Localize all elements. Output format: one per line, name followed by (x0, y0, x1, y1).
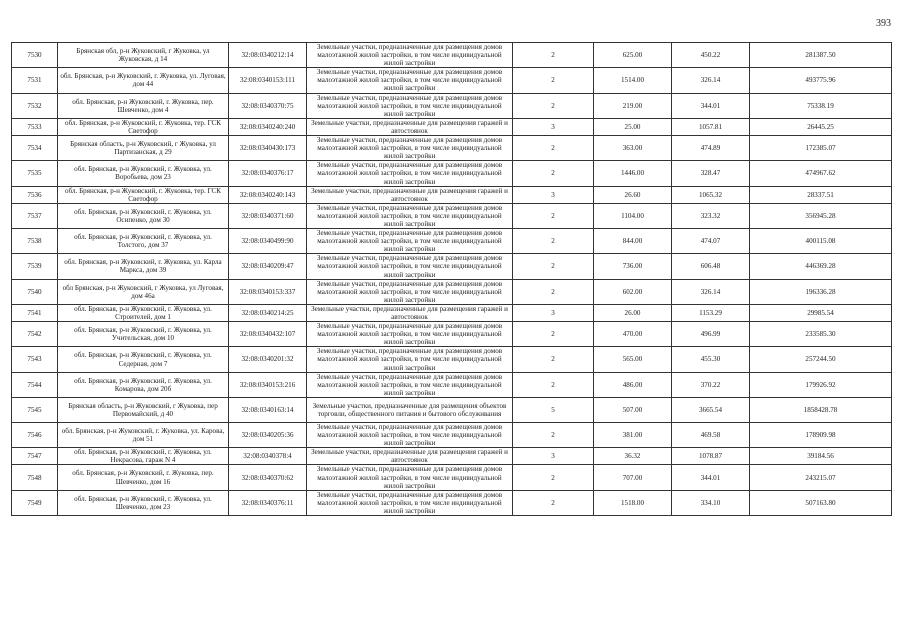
row-number: 7533 (12, 118, 58, 135)
cadastral-number-cell: 32:08:0340153:337 (229, 279, 307, 304)
row-number: 7537 (12, 203, 58, 228)
row-number: 7543 (12, 347, 58, 372)
cadastral-number-cell: 32:08:0340370:62 (229, 465, 307, 490)
rate-cell: 1153.29 (672, 304, 750, 321)
area-cell: 486.00 (594, 372, 672, 397)
category-cell: 2 (513, 490, 594, 515)
purpose-cell: Земельные участки, предназначенные для размещения домов малоэтажной жилой застройки, в том числе индивидуальной жилой застройки (307, 372, 513, 397)
purpose-cell: Земельные участки, предназначенные для размещения гаражей и автостоянок (307, 304, 513, 321)
purpose-cell: Земельные участки, предназначенные для размещения объектов торговли, общественного питания и бытового обслуживания (307, 397, 513, 422)
value-cell: 493775.96 (750, 68, 892, 93)
value-cell: 400115.08 (750, 229, 892, 254)
category-cell: 2 (513, 254, 594, 279)
rate-cell: 328.47 (672, 161, 750, 186)
value-cell: 196336.28 (750, 279, 892, 304)
area-cell: 1514.00 (594, 68, 672, 93)
cadastral-number-cell: 32:08:0340376:11 (229, 490, 307, 515)
rate-cell: 323.32 (672, 203, 750, 228)
address-cell: обл. Брянская, р-н Жуковский, г. Жуковка, ул. Некрасова, гараж N 4 (58, 448, 229, 465)
rate-cell: 344.01 (672, 93, 750, 118)
value-cell: 179926.92 (750, 372, 892, 397)
value-cell: 1858428.78 (750, 397, 892, 422)
table-row (12, 93, 892, 118)
row-number: 7532 (12, 93, 58, 118)
table-row (12, 322, 892, 347)
purpose-cell: Земельные участки, предназначенные для размещения домов малоэтажной жилой застройки, в том числе индивидуальной жилой застройки (307, 254, 513, 279)
rate-cell: 3665.54 (672, 397, 750, 422)
cadastral-number-cell: 32:08:0340212:14 (229, 43, 307, 68)
value-cell: 75338.19 (750, 93, 892, 118)
page-number: 393 (876, 18, 891, 29)
value-cell: 243215.07 (750, 465, 892, 490)
category-cell: 2 (513, 372, 594, 397)
rate-cell: 1057.81 (672, 118, 750, 135)
category-cell: 2 (513, 68, 594, 93)
category-cell: 3 (513, 118, 594, 135)
row-number: 7540 (12, 279, 58, 304)
category-cell: 2 (513, 347, 594, 372)
value-cell: 233585.30 (750, 322, 892, 347)
row-number: 7547 (12, 448, 58, 465)
table-row (12, 229, 892, 254)
value-cell: 474967.62 (750, 161, 892, 186)
value-cell: 281387.50 (750, 43, 892, 68)
cadastral-number-cell: 32:08:0340432:107 (229, 322, 307, 347)
row-number: 7541 (12, 304, 58, 321)
purpose-cell: Земельные участки, предназначенные для размещения домов малоэтажной жилой застройки, в том числе индивидуальной жилой застройки (307, 279, 513, 304)
table-row (12, 279, 892, 304)
rate-cell: 344.01 (672, 465, 750, 490)
table-row (12, 136, 892, 161)
address-cell: обл. Брянская, р-н Жуковский, г. Жуковка, тер. ГСК Светофор (58, 118, 229, 135)
address-cell: обл. Брянская, р-н Жуковский, г. Жуковка, пер. Шевченко, дом 4 (58, 93, 229, 118)
address-cell: обл. Брянская, р-н Жуковский, г. Жуковка, ул. Карла Маркса, дом 39 (58, 254, 229, 279)
value-cell: 507163.80 (750, 490, 892, 515)
cadastral-number-cell: 32:08:0340430:173 (229, 136, 307, 161)
row-number: 7544 (12, 372, 58, 397)
rate-cell: 326.14 (672, 279, 750, 304)
address-cell: обл. Брянская, р-н Жуковский, г. Жуковка, ул. Толстого, дом 37 (58, 229, 229, 254)
category-cell: 2 (513, 422, 594, 447)
address-cell: обл. Брянская, р-н Жуковский, г. Жуковка, ул. Луговая, дом 44 (58, 68, 229, 93)
area-cell: 565.00 (594, 347, 672, 372)
address-cell: Брянская обл, р-н Жуковский, г Жуковка, ул Жуковская, д 14 (58, 43, 229, 68)
category-cell: 3 (513, 304, 594, 321)
table-row (12, 186, 892, 203)
category-cell: 3 (513, 448, 594, 465)
table-row (12, 68, 892, 93)
table-row (12, 372, 892, 397)
purpose-cell: Земельные участки, предназначенные для размещения домов малоэтажной жилой застройки, в том числе индивидуальной жилой застройки (307, 465, 513, 490)
area-cell: 602.00 (594, 279, 672, 304)
cadastral-number-cell: 32:08:0340153:216 (229, 372, 307, 397)
value-cell: 257244.50 (750, 347, 892, 372)
area-cell: 1518.00 (594, 490, 672, 515)
area-cell: 219.00 (594, 93, 672, 118)
rate-cell: 496.99 (672, 322, 750, 347)
rate-cell: 474.07 (672, 229, 750, 254)
category-cell: 2 (513, 465, 594, 490)
address-cell: обл Брянская, р-н Жуковский, г Жуковка, ул Луговая, дом 46а (58, 279, 229, 304)
cadastral-number-cell: 32:08:0340163:14 (229, 397, 307, 422)
land-registry-table (11, 42, 892, 516)
table-row (12, 254, 892, 279)
purpose-cell: Земельные участки, предназначенные для размещения домов малоэтажной жилой застройки, в том числе индивидуальной жилой застройки (307, 161, 513, 186)
purpose-cell: Земельные участки, предназначенные для размещения домов малоэтажной жилой застройки, в том числе индивидуальной жилой застройки (307, 490, 513, 515)
table-row (12, 347, 892, 372)
area-cell: 470.00 (594, 322, 672, 347)
cadastral-number-cell: 32:08:0340371:60 (229, 203, 307, 228)
cadastral-number-cell: 32:08:0340214:25 (229, 304, 307, 321)
area-cell: 26.00 (594, 304, 672, 321)
table-row (12, 161, 892, 186)
value-cell: 26445.25 (750, 118, 892, 135)
cadastral-number-cell: 32:08:0340499:90 (229, 229, 307, 254)
purpose-cell: Земельные участки, предназначенные для размещения домов малоэтажной жилой застройки, в том числе индивидуальной жилой застройки (307, 93, 513, 118)
table-row (12, 304, 892, 321)
rate-cell: 474.89 (672, 136, 750, 161)
purpose-cell: Земельные участки, предназначенные для размещения домов малоэтажной жилой застройки, в том числе индивидуальной жилой застройки (307, 422, 513, 447)
address-cell: Брянская область, р-н Жуковский, г Жуковка, пер Первомайский, д 40 (58, 397, 229, 422)
category-cell: 2 (513, 229, 594, 254)
area-cell: 26.60 (594, 186, 672, 203)
address-cell: обл. Брянская, р-н Жуковский, г. Жуковка, ул. Осипенко, дом 30 (58, 203, 229, 228)
area-cell: 507.00 (594, 397, 672, 422)
cadastral-number-cell: 32:08:0340240:143 (229, 186, 307, 203)
cadastral-number-cell: 32:08:0340240:240 (229, 118, 307, 135)
row-number: 7535 (12, 161, 58, 186)
cadastral-number-cell: 32:08:0340370:75 (229, 93, 307, 118)
category-cell: 2 (513, 43, 594, 68)
area-cell: 381.00 (594, 422, 672, 447)
cadastral-number-cell: 32:08:0340376:17 (229, 161, 307, 186)
area-cell: 625.00 (594, 43, 672, 68)
row-number: 7531 (12, 68, 58, 93)
table-row (12, 490, 892, 515)
row-number: 7530 (12, 43, 58, 68)
value-cell: 28337.51 (750, 186, 892, 203)
area-cell: 36.32 (594, 448, 672, 465)
address-cell: обл. Брянская, р-н Жуковский, г. Жуковка, ул. Седерная, дом 7 (58, 347, 229, 372)
table-row (12, 203, 892, 228)
address-cell: обл. Брянская, р-н Жуковский, г. Жуковка, пер. Шевченко, дом 16 (58, 465, 229, 490)
table-row (12, 43, 892, 68)
address-cell: обл. Брянская, р-н Жуковский, г. Жуковка, ул. Карова, дом 51 (58, 422, 229, 447)
row-number: 7546 (12, 422, 58, 447)
row-number: 7548 (12, 465, 58, 490)
cadastral-number-cell: 32:08:0340378:4 (229, 448, 307, 465)
category-cell: 2 (513, 136, 594, 161)
table-row (12, 465, 892, 490)
rate-cell: 455.30 (672, 347, 750, 372)
purpose-cell: Земельные участки, предназначенные для размещения гаражей и автостоянок (307, 448, 513, 465)
row-number: 7536 (12, 186, 58, 203)
category-cell: 2 (513, 279, 594, 304)
rate-cell: 370.22 (672, 372, 750, 397)
rate-cell: 469.58 (672, 422, 750, 447)
value-cell: 39184.56 (750, 448, 892, 465)
purpose-cell: Земельные участки, предназначенные для размещения домов малоэтажной жилой застройки, в том числе индивидуальной жилой застройки (307, 322, 513, 347)
value-cell: 446369.28 (750, 254, 892, 279)
value-cell: 178909.98 (750, 422, 892, 447)
row-number: 7545 (12, 397, 58, 422)
row-number: 7549 (12, 490, 58, 515)
row-number: 7534 (12, 136, 58, 161)
category-cell: 5 (513, 397, 594, 422)
row-number: 7542 (12, 322, 58, 347)
purpose-cell: Земельные участки, предназначенные для размещения домов малоэтажной жилой застройки, в том числе индивидуальной жилой застройки (307, 347, 513, 372)
value-cell: 29985.54 (750, 304, 892, 321)
purpose-cell: Земельные участки, предназначенные для размещения домов малоэтажной жилой застройки, в том числе индивидуальной жилой застройки (307, 43, 513, 68)
rate-cell: 1065.32 (672, 186, 750, 203)
category-cell: 2 (513, 161, 594, 186)
category-cell: 3 (513, 186, 594, 203)
address-cell: обл. Брянская, р-н Жуковский, г. Жуковка, ул. Строителей, дом 1 (58, 304, 229, 321)
cadastral-number-cell: 32:08:0340153:111 (229, 68, 307, 93)
rate-cell: 326.14 (672, 68, 750, 93)
rate-cell: 1078.87 (672, 448, 750, 465)
address-cell: обл. Брянская, р-н Жуковский, г. Жуковка, ул. Воробьева, дом 23 (58, 161, 229, 186)
row-number: 7539 (12, 254, 58, 279)
area-cell: 1104.00 (594, 203, 672, 228)
category-cell: 2 (513, 93, 594, 118)
table-row (12, 397, 892, 422)
address-cell: обл. Брянская, р-н Жуковский, г. Жуковка, тер. ГСК Светофор (58, 186, 229, 203)
value-cell: 172385.07 (750, 136, 892, 161)
row-number: 7538 (12, 229, 58, 254)
address-cell: Брянская область, р-н Жуковский, г Жуковка, ул Партизанская, д 29 (58, 136, 229, 161)
purpose-cell: Земельные участки, предназначенные для размещения гаражей и автостоянок (307, 186, 513, 203)
area-cell: 363.00 (594, 136, 672, 161)
category-cell: 2 (513, 203, 594, 228)
purpose-cell: Земельные участки, предназначенные для размещения домов малоэтажной жилой застройки, в том числе индивидуальной жилой застройки (307, 136, 513, 161)
purpose-cell: Земельные участки, предназначенные для размещения гаражей и автостоянок (307, 118, 513, 135)
category-cell: 2 (513, 322, 594, 347)
table-row (12, 448, 892, 465)
area-cell: 844.00 (594, 229, 672, 254)
table-row (12, 118, 892, 135)
area-cell: 736.00 (594, 254, 672, 279)
cadastral-number-cell: 32:08:0340205:36 (229, 422, 307, 447)
address-cell: обл. Брянская, р-н Жуковский, г. Жуковка, ул. Комарова, дом 20б (58, 372, 229, 397)
cadastral-number-cell: 32:08:0340201:32 (229, 347, 307, 372)
rate-cell: 606.48 (672, 254, 750, 279)
area-cell: 25.00 (594, 118, 672, 135)
value-cell: 356945.28 (750, 203, 892, 228)
cadastral-number-cell: 32:08:0340209:47 (229, 254, 307, 279)
address-cell: обл. Брянская, р-н Жуковский, г. Жуковка, ул. Шевченко, дом 23 (58, 490, 229, 515)
purpose-cell: Земельные участки, предназначенные для размещения домов малоэтажной жилой застройки, в том числе индивидуальной жилой застройки (307, 203, 513, 228)
rate-cell: 450.22 (672, 43, 750, 68)
table-row (12, 422, 892, 447)
rate-cell: 334.10 (672, 490, 750, 515)
area-cell: 707.00 (594, 465, 672, 490)
purpose-cell: Земельные участки, предназначенные для размещения домов малоэтажной жилой застройки, в том числе индивидуальной жилой застройки (307, 68, 513, 93)
address-cell: обл. Брянская, р-н Жуковский, г. Жуковка, ул. Учительская, дом 10 (58, 322, 229, 347)
purpose-cell: Земельные участки, предназначенные для размещения домов малоэтажной жилой застройки, в том числе индивидуальной жилой застройки (307, 229, 513, 254)
area-cell: 1446.00 (594, 161, 672, 186)
